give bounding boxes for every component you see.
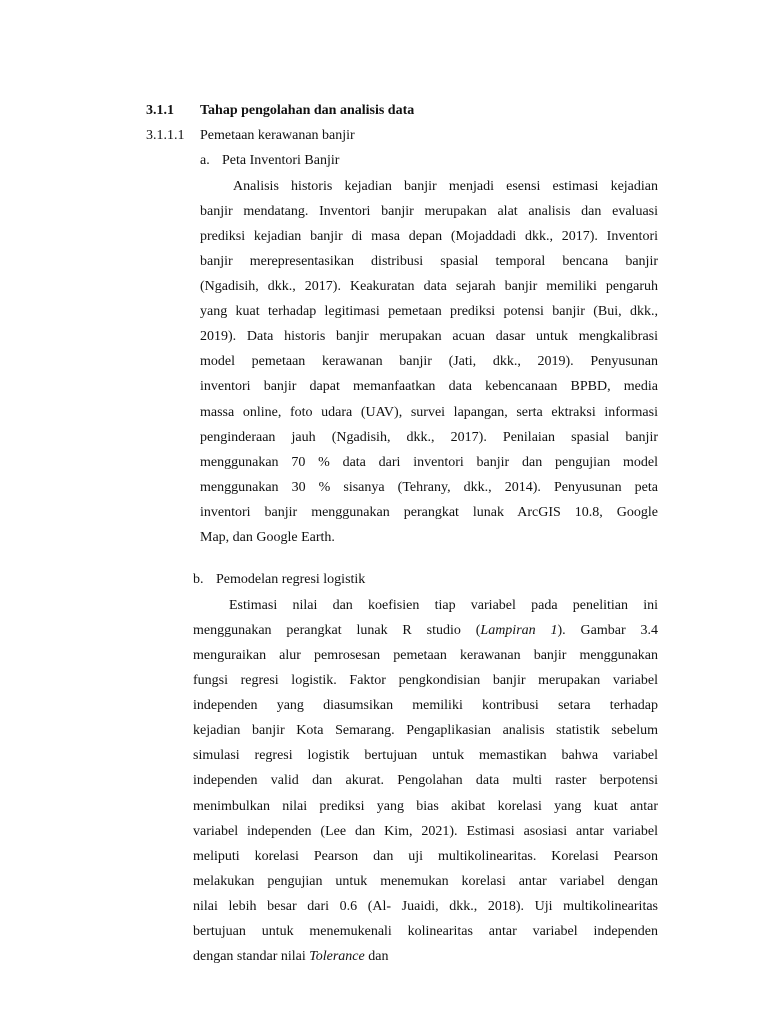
paragraph-line: penginderaan jauh (Ngadisih, dkk., 2017). Penilaian spasial banjir (200, 430, 658, 445)
paragraph-line (193, 948, 388, 966)
paragraph-line: (Ngadisih, dkk., 2017). Keakuratan data sejarah banjir memiliki pengaruh (200, 279, 658, 294)
paragraph-line: nilai lebih besar dari 0.6 (Al- Juaidi, dkk., 2018). Uji multikolinearitas (193, 899, 658, 914)
paragraph-line: banjir mendatang. Inventori banjir merupakan alat analisis dan evaluasi (200, 204, 658, 219)
subheading-title: Pemetaan kerawanan banjir (200, 128, 355, 143)
text-run: dengan standar nilai (193, 949, 310, 964)
paragraph-line: fungsi regresi logistik. Faktor pengkondisian banjir merupakan variabel (193, 673, 658, 688)
paragraph-line: 2019). Data historis banjir merupakan acuan dasar untuk mengkalibrasi (200, 329, 658, 344)
paragraph-line: variabel independen (Lee dan Kim, 2021). Estimasi asosiasi antar variabel (193, 824, 658, 839)
heading-title: Tahap pengolahan dan analisis data (200, 103, 415, 118)
paragraph-line: Analisis historis kejadian banjir menjadi esensi estimasi kejadian (233, 179, 658, 194)
text-run: dan (364, 949, 389, 964)
subheading-number: 3.1.1.1 (146, 128, 185, 143)
paragraph-line: meliputi korelasi Pearson dan uji multikolinearitas. Korelasi Pearson (193, 849, 658, 864)
text-run: menggunakan perangkat lunak R studio ( (193, 623, 481, 638)
paragraph-line: simulasi regresi logistik bertujuan untuk memastikan bahwa variabel (193, 748, 658, 763)
paragraph-line: Estimasi nilai dan koefisien tiap variabel pada penelitian ini (229, 598, 658, 613)
paragraph-line: melakukan pengujian untuk menemukan korelasi antar variabel dengan (193, 874, 658, 889)
item-b-title: Pemodelan regresi logistik (216, 572, 366, 587)
italic-term: Tolerance (309, 949, 365, 964)
paragraph-line: Map, dan Google Earth. (200, 530, 335, 545)
paragraph-line: independen yang diasumsikan memiliki kontribusi setara terhadap (193, 698, 658, 713)
paragraph-line: inventori banjir dapat memanfaatkan data kebencanaan BPBD, media (200, 379, 658, 394)
paragraph-line: yang kuat terhadap legitimasi pemetaan prediksi potensi banjir (Bui, dkk., (200, 304, 658, 319)
item-a-title: Peta Inventori Banjir (222, 153, 340, 168)
item-a-marker: a. (200, 153, 210, 168)
paragraph-line: menguraikan alur pemrosesan pemetaan kerawanan banjir menggunakan (193, 648, 658, 663)
italic-reference: Lampiran 1 (480, 623, 558, 638)
text-run: ). Gambar 3.4 (557, 623, 659, 638)
paragraph-line: independen valid dan akurat. Pengolahan data multi raster berpotensi (193, 773, 658, 788)
paragraph-line: massa online, foto udara (UAV), survei lapangan, serta ektraksi informasi (200, 405, 658, 420)
paragraph-line: prediksi kejadian banjir di masa depan (Mojaddadi dkk., 2017). Inventori (200, 229, 658, 244)
paragraph-line: kejadian banjir Kota Semarang. Pengaplikasian analisis statistik sebelum (193, 723, 658, 738)
paragraph-line: bertujuan untuk menemukenali kolinearitas antar variabel independen (193, 924, 658, 939)
paragraph-line: banjir merepresentasikan distribusi spasial temporal bencana banjir (200, 254, 658, 269)
paragraph-line: menggunakan 70 % data dari inventori banjir dan pengujian model (200, 455, 658, 470)
item-b-marker: b. (193, 572, 204, 587)
paragraph-line (193, 622, 658, 640)
paragraph-line: model pemetaan kerawanan banjir (Jati, dkk., 2019). Penyusunan (200, 354, 658, 369)
paragraph-line: menggunakan 30 % sisanya (Tehrany, dkk., 2014). Penyusunan peta (200, 480, 658, 495)
heading-number: 3.1.1 (146, 103, 174, 118)
paragraph-line: menimbulkan nilai prediksi yang bias akibat korelasi yang kuat antar (193, 799, 658, 814)
paragraph-line: inventori banjir menggunakan perangkat lunak ArcGIS 10.8, Google (200, 505, 658, 520)
